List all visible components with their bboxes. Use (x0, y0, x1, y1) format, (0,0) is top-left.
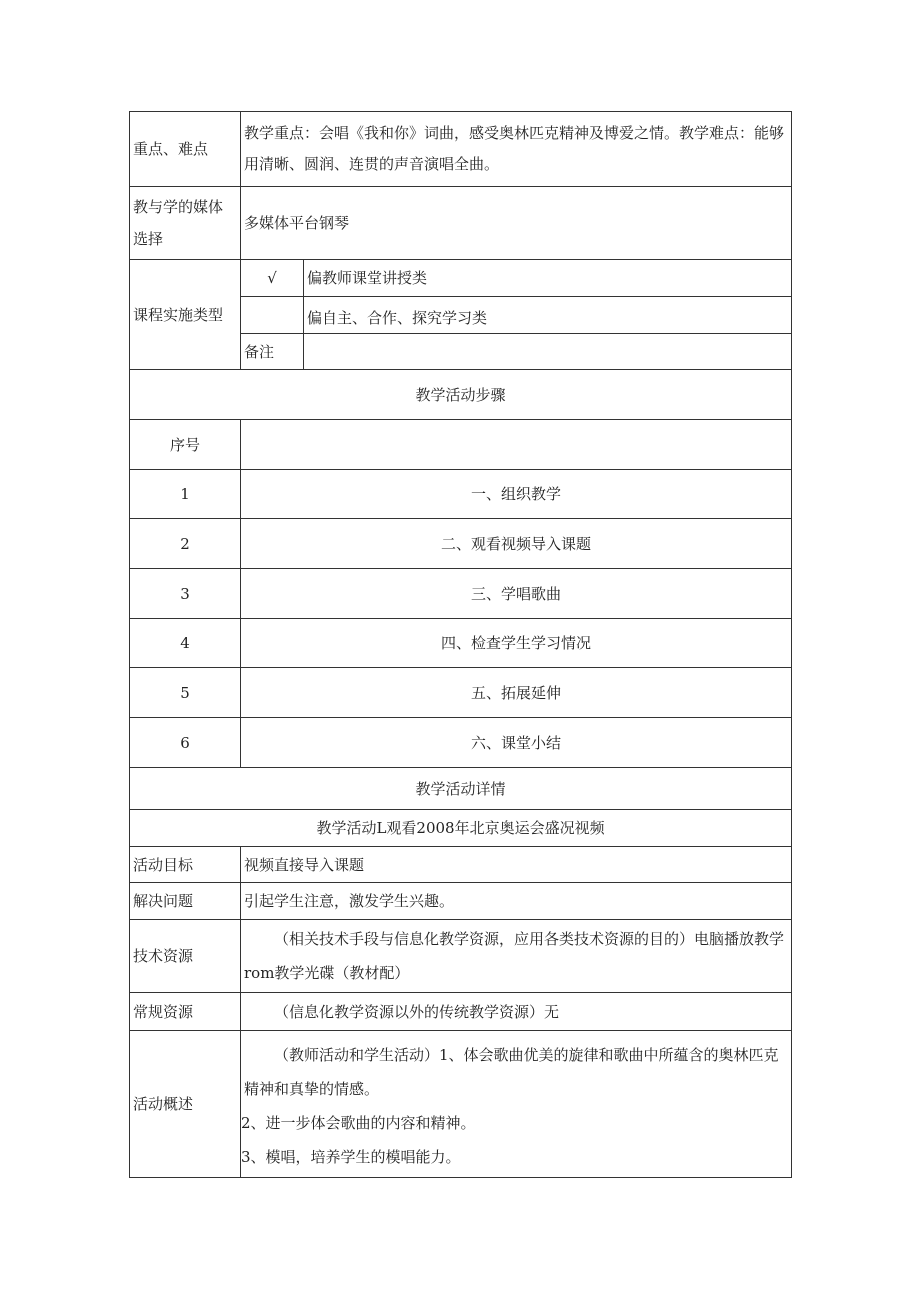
overview-row (130, 1031, 792, 1178)
course-type-row-1 (130, 260, 792, 297)
step-number: 5 (130, 668, 241, 718)
overview-line: 3、模唱，培养学生的模唱能力。 (241, 1147, 461, 1166)
course-type-option-2: 偏自主、合作、探究学习类 (304, 297, 792, 334)
step-number: 3 (130, 569, 241, 619)
focus-row (130, 112, 792, 187)
tech-row (130, 920, 792, 993)
activity-title: 教学活动L观看2008年北京奥运会盛况视频 (130, 810, 792, 847)
note-value (304, 334, 792, 370)
course-type-label: 课程实施类型 (130, 260, 241, 370)
course-type-check-1: √ (241, 260, 304, 297)
focus-content: 教学重点：会唱《我和你》词曲，感受奥林匹克精神及博爱之情。教学难点：能够用清晰、圆润、连贯的声音演唱全曲。 (241, 112, 792, 187)
note-label: 备注 (241, 334, 304, 370)
step-row (130, 718, 792, 768)
step-row (130, 569, 792, 619)
steps-title: 教学活动步骤 (130, 370, 792, 420)
overview-line: （教师活动和学生活动）1、体会歌曲优美的旋律和歌曲中所蕴含的奥林匹克精神和真挚的情感。 (244, 1045, 779, 1098)
focus-label: 重点、难点 (130, 112, 241, 187)
activity-title-row (130, 810, 792, 847)
regular-row (130, 993, 792, 1031)
step-text: 五、拓展延伸 (241, 668, 792, 718)
problem-label: 解决问题 (130, 883, 241, 920)
details-title: 教学活动详情 (130, 768, 792, 810)
step-row (130, 519, 792, 569)
regular-label: 常规资源 (130, 993, 241, 1031)
overview-label: 活动概述 (130, 1031, 241, 1178)
step-text: 六、课堂小结 (241, 718, 792, 768)
course-type-check-2 (241, 297, 304, 334)
tech-label: 技术资源 (130, 920, 241, 993)
step-text: 一、组织教学 (241, 470, 792, 519)
step-number: 4 (130, 619, 241, 668)
step-number: 2 (130, 519, 241, 569)
steps-header-no: 序号 (130, 420, 241, 470)
details-title-row (130, 768, 792, 810)
steps-header-row (130, 420, 792, 470)
overview-line: 2、进一步体会歌曲的内容和精神。 (241, 1113, 476, 1132)
media-row (130, 187, 792, 260)
step-text: 二、观看视频导入课题 (241, 519, 792, 569)
step-row (130, 668, 792, 718)
goal-value: 视频直接导入课题 (241, 847, 792, 883)
step-number: 1 (130, 470, 241, 519)
step-text: 四、检查学生学习情况 (241, 619, 792, 668)
course-type-option-1: 偏教师课堂讲授类 (304, 260, 792, 297)
goal-label: 活动目标 (130, 847, 241, 883)
step-row (130, 470, 792, 519)
step-row (130, 619, 792, 668)
media-content: 多媒体平台钢琴 (241, 187, 792, 260)
step-text: 三、学唱歌曲 (241, 569, 792, 619)
media-label: 教与学的媒体选择 (130, 187, 241, 260)
steps-title-row (130, 370, 792, 420)
problem-row (130, 883, 792, 920)
tech-value: （相关技术手段与信息化教学资源，应用各类技术资源的目的）电脑播放教学rom教学光碟（教材配） (241, 920, 792, 993)
overview-value (241, 1031, 792, 1178)
lesson-plan-table (129, 111, 792, 1178)
regular-value: （信息化教学资源以外的传统教学资源）无 (241, 993, 792, 1031)
step-number: 6 (130, 718, 241, 768)
goal-row (130, 847, 792, 883)
problem-value: 引起学生注意，激发学生兴趣。 (241, 883, 792, 920)
steps-header-content (241, 420, 792, 470)
